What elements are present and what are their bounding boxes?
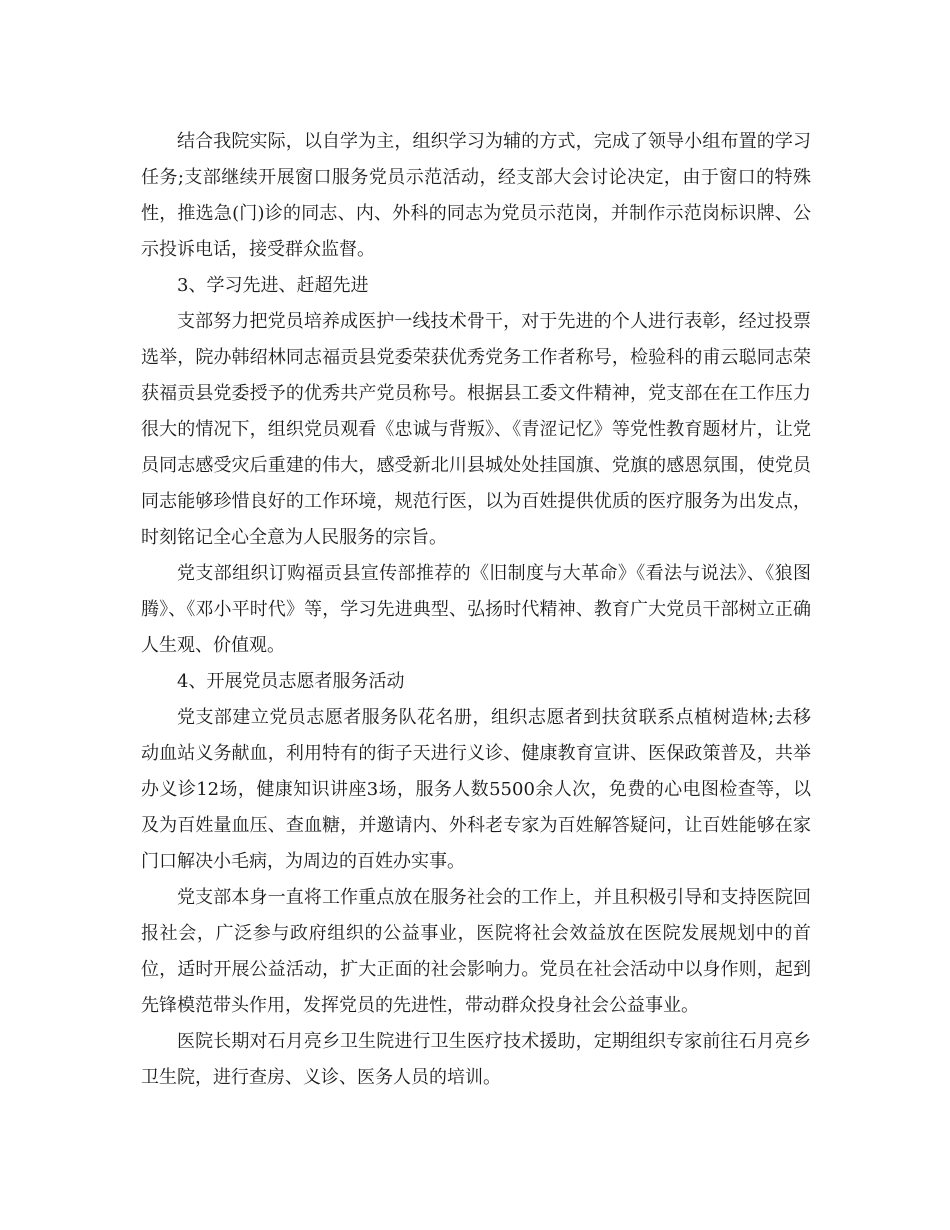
document-body <box>141 124 811 1096</box>
paragraph-study-tasks: 结合我院实际，以自学为主，组织学习为辅的方式，完成了领导小组布置的学习任务;支部继续开展窗口服务党员示范活动，经支部大会讨论决定，由于窗口的特殊性，推选急(门)诊的同志、内、外科的同志为党员示范岗，并制作示范岗标识牌、公示投诉电话，接受群众监督。 <box>141 131 811 260</box>
section-heading-volunteer-service: 4、开展党员志愿者服务活动 <box>177 671 405 692</box>
paragraph-volunteer-activities: 党支部建立党员志愿者服务队花名册，组织志愿者到扶贫联系点植树造林;去移动血站义务献血，利用特有的街子天进行义诊、健康教育宣讲、医保政策普及，共举办义诊12场，健康知识讲座3场，服务人数5500余人次，免费的心电图检查等，以及为百姓量血压、查血糖，并邀请内、外科老专家为百姓解答疑问，让百姓能够在家门口解决小毛病，为周边的百姓办实事。 <box>141 707 811 872</box>
paragraph-book-study: 党支部组织订购福贡县宣传部推荐的《旧制度与大革命》《看法与说法》、《狼图腾》、《邓小平时代》等，学习先进典型、弘扬时代精神、教育广大党员干部树立正确人生观、价值观。 <box>141 563 811 656</box>
paragraph-commendations: 支部努力把党员培养成医护一线技术骨干，对于先进的个人进行表彰，经过投票选举，院办韩绍林同志福贡县党委荣获优秀党务工作者称号，检验科的甫云聪同志荣获福贡县党委授予的优秀共产党员称号。根据县工委文件精神，党支部在在工作压力很大的情况下，组织党员观看《忠诚与背叛》、《青涩记忆》等党性教育题材片，让党员同志感受灾后重建的伟大，感受新北川县城处处挂国旗、党旗的感恩氛围，使党员同志能够珍惜良好的工作环境，规范行医，以为百姓提供优质的医疗服务为出发点，时刻铭记全心全意为人民服务的宗旨。 <box>141 311 811 548</box>
section-heading-learn-advanced: 3、学习先进、赶超先进 <box>177 275 369 296</box>
paragraph-technical-assistance: 医院长期对石月亮乡卫生院进行卫生医疗技术援助，定期组织专家前往石月亮乡卫生院，进行查房、义诊、医务人员的培训。 <box>141 1031 811 1088</box>
paragraph-social-service: 党支部本身一直将工作重点放在服务社会的工作上，并且积极引导和支持医院回报社会，广泛参与政府组织的公益事业，医院将社会效益放在医院发展规划中的首位，适时开展公益活动，扩大正面的社会影响力。党员在社会活动中以身作则，起到先锋模范带头作用，发挥党员的先进性，带动群众投身社会公益事业。 <box>141 887 811 1016</box>
